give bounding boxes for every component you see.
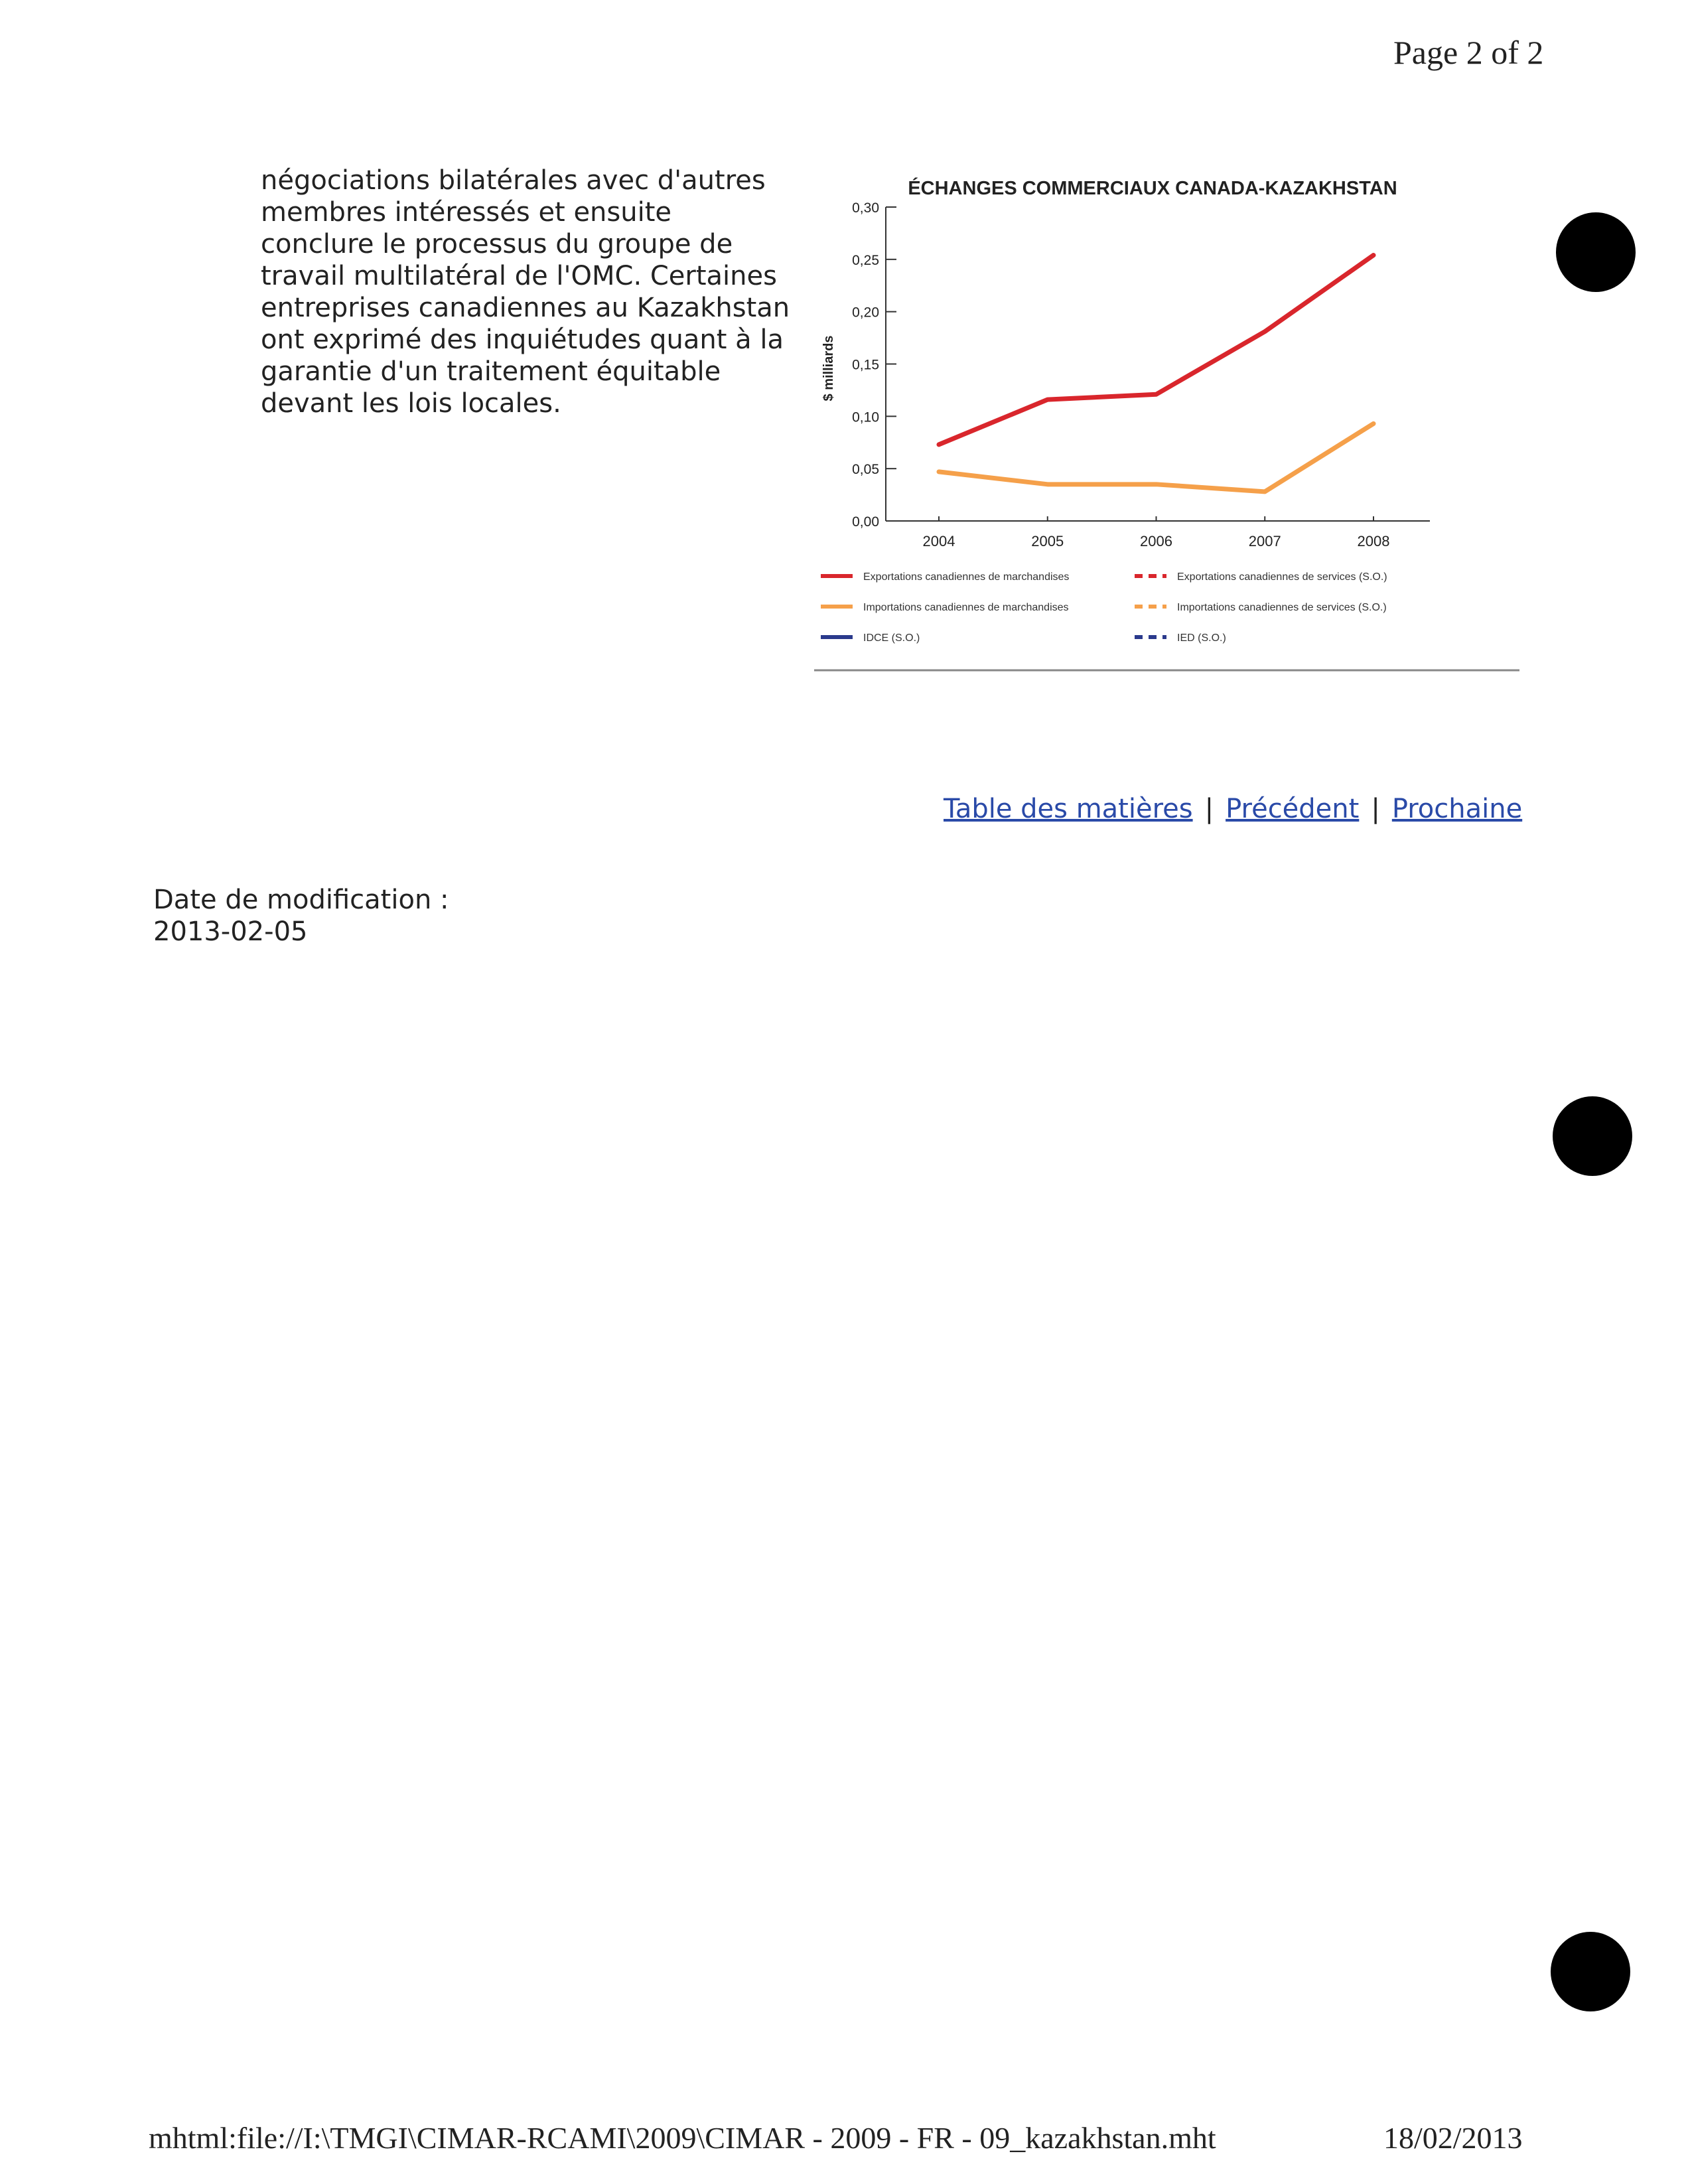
legend-label: IDCE (S.O.) <box>863 632 920 644</box>
legend-label: IED (S.O.) <box>1177 632 1226 644</box>
body-line: membres intéressés et ensuite <box>261 197 672 228</box>
nav-separator: | <box>1204 794 1214 824</box>
y-tick-label: 0,30 <box>852 200 879 216</box>
legend-label: Exportations canadiennes de marchandises <box>863 571 1070 583</box>
y-tick-label: 0,05 <box>852 462 879 478</box>
body-line: ont exprimé des inquiétudes quant à la <box>261 325 784 355</box>
body-line: garantie d'un traitement équitable <box>261 356 721 387</box>
x-tick-label: 2008 <box>1357 533 1390 549</box>
footer-date: 18/02/2013 <box>1383 2121 1523 2155</box>
y-tick-label: 0,25 <box>852 252 879 268</box>
x-tick-label: 2004 <box>922 533 955 549</box>
body-paragraph <box>261 165 792 419</box>
footer-file-path: mhtml:file://I:\TMGI\CIMAR-RCAMI\2009\CIMAR - 2009 - FR - 09_kazakhstan.mht <box>149 2121 1216 2155</box>
body-line: devant les lois locales. <box>261 388 561 419</box>
nav-separator: | <box>1371 794 1380 824</box>
y-tick-label: 0,10 <box>852 409 879 425</box>
table-of-contents-link[interactable]: Table des matières <box>944 794 1193 824</box>
modification-value: 2013-02-05 <box>153 916 308 947</box>
trade-chart <box>806 166 1529 684</box>
punch-hole-middle <box>1553 1096 1632 1176</box>
punch-hole-bottom <box>1551 1932 1630 2011</box>
body-line: travail multilatéral de l'OMC. Certaines <box>261 261 777 291</box>
page-number: Page 2 of 2 <box>1393 34 1544 71</box>
legend-label: Exportations canadiennes de services (S.O.) <box>1177 571 1387 583</box>
previous-link[interactable]: Précédent <box>1226 794 1360 824</box>
chart-title: ÉCHANGES COMMERCIAUX CANADA-KAZAKHSTAN <box>908 178 1397 199</box>
legend-label: Importations canadiennes de marchandises <box>863 602 1069 613</box>
series-line-1 <box>939 255 1373 445</box>
body-line: entreprises canadiennes au Kazakhstan <box>261 293 790 323</box>
page-navigation <box>944 794 1522 824</box>
y-axis-label: $ milliards <box>821 335 836 401</box>
x-tick-label: 2007 <box>1248 533 1281 549</box>
punch-hole-top <box>1556 212 1636 292</box>
modification-date <box>153 884 449 948</box>
series-line-2 <box>939 423 1373 491</box>
modification-label: Date de modification : <box>153 885 449 915</box>
x-tick-label: 2005 <box>1031 533 1064 549</box>
y-tick-label: 0,00 <box>852 514 879 530</box>
y-tick-label: 0,15 <box>852 357 879 373</box>
x-tick-label: 2006 <box>1140 533 1172 549</box>
y-tick-label: 0,20 <box>852 305 879 321</box>
body-line: conclure le processus du groupe de <box>261 229 733 259</box>
body-line: négociations bilatérales avec d'autres <box>261 165 766 196</box>
legend-label: Importations canadiennes de services (S.O.) <box>1177 602 1387 613</box>
next-link[interactable]: Prochaine <box>1391 794 1523 824</box>
